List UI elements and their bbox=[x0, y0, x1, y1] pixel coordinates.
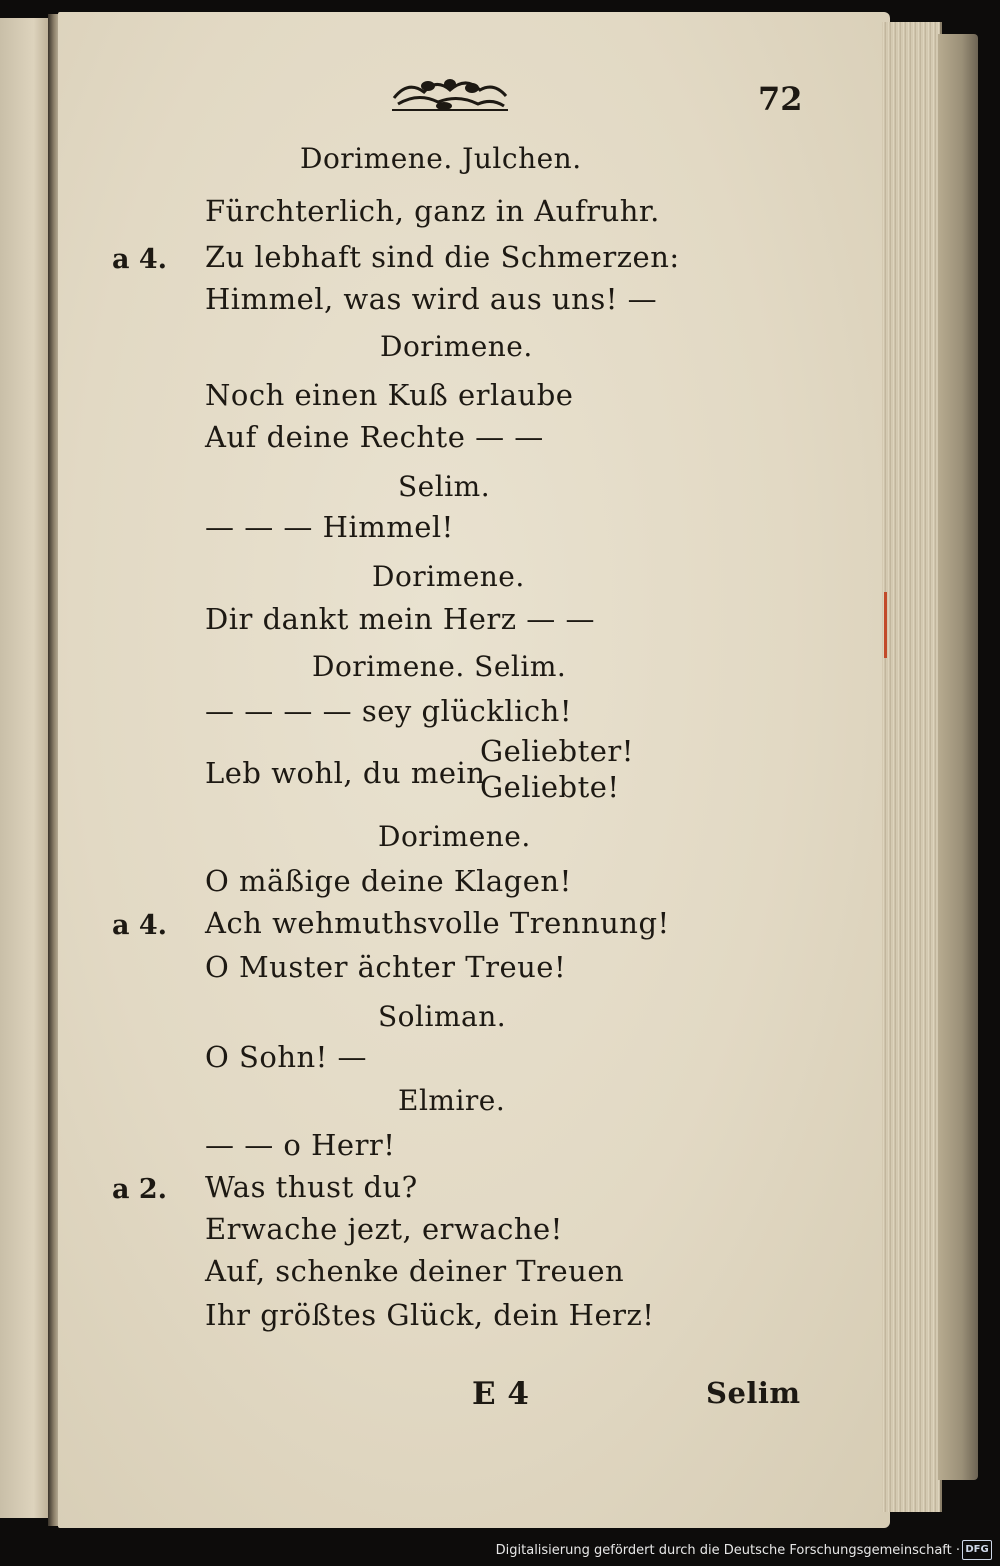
red-bookmark-mark bbox=[884, 592, 887, 658]
verse-line: Geliebte! bbox=[480, 770, 620, 804]
verse-line: — — o Herr! bbox=[205, 1128, 396, 1162]
speaker-heading: Soliman. bbox=[378, 1000, 507, 1033]
margin-note: a 4. bbox=[112, 910, 168, 941]
signature-mark: E 4 bbox=[472, 1376, 530, 1412]
book-cover-edge bbox=[938, 34, 978, 1480]
verse-line: Fürchterlich, ganz in Aufruhr. bbox=[205, 194, 660, 228]
speaker-heading: Dorimene. Julchen. bbox=[300, 142, 582, 175]
verse-line: O Muster ächter Treue! bbox=[205, 950, 567, 984]
verse-line: — — — — sey glücklich! bbox=[205, 694, 572, 728]
speaker-heading: Dorimene. bbox=[372, 560, 525, 593]
page-edges bbox=[882, 22, 942, 1512]
verse-line: Himmel, was wird aus uns! — bbox=[205, 282, 658, 316]
verse-line: Auf, schenke deiner Treuen bbox=[205, 1254, 625, 1288]
left-page-edge bbox=[0, 18, 50, 1518]
speaker-heading: Selim. bbox=[398, 470, 491, 503]
verse-line: O mäßige deine Klagen! bbox=[205, 864, 572, 898]
catchword: Selim bbox=[706, 1376, 801, 1410]
verse-line: Zu lebhaft sind die Schmerzen: bbox=[205, 240, 680, 274]
verse-line: Erwache jezt, erwache! bbox=[205, 1212, 563, 1246]
speaker-heading: Dorimene. bbox=[378, 820, 531, 853]
dfg-logo: DFG bbox=[962, 1540, 992, 1560]
margin-note: a 4. bbox=[112, 244, 168, 275]
verse-line: Was thust du? bbox=[205, 1170, 418, 1204]
speaker-heading: Dorimene. bbox=[380, 330, 533, 363]
verse-line: Ihr größtes Glück, dein Herz! bbox=[205, 1298, 655, 1332]
verse-line: O Sohn! — bbox=[205, 1040, 368, 1074]
speaker-heading: Dorimene. Selim. bbox=[312, 650, 567, 683]
funding-credit: Digitalisierung gefördert durch die Deutsche Forschungsgemeinschaft · bbox=[495, 1543, 960, 1558]
verse-line: Ach wehmuthsvolle Trennung! bbox=[205, 906, 670, 940]
verse-line: Geliebter! bbox=[480, 734, 634, 768]
verse-line: Dir dankt mein Herz — — bbox=[205, 602, 595, 636]
verse-line: Auf deine Rechte — — bbox=[205, 420, 544, 454]
margin-note: a 2. bbox=[112, 1174, 168, 1205]
verse-line: Leb wohl, du mein bbox=[205, 756, 486, 790]
ornament-vignette-icon bbox=[388, 70, 512, 118]
page-number: 72 bbox=[758, 80, 803, 118]
verse-line: — — — Himmel! bbox=[205, 510, 454, 544]
verse-line: Noch einen Kuß erlaube bbox=[205, 378, 574, 412]
speaker-heading: Elmire. bbox=[398, 1084, 506, 1117]
